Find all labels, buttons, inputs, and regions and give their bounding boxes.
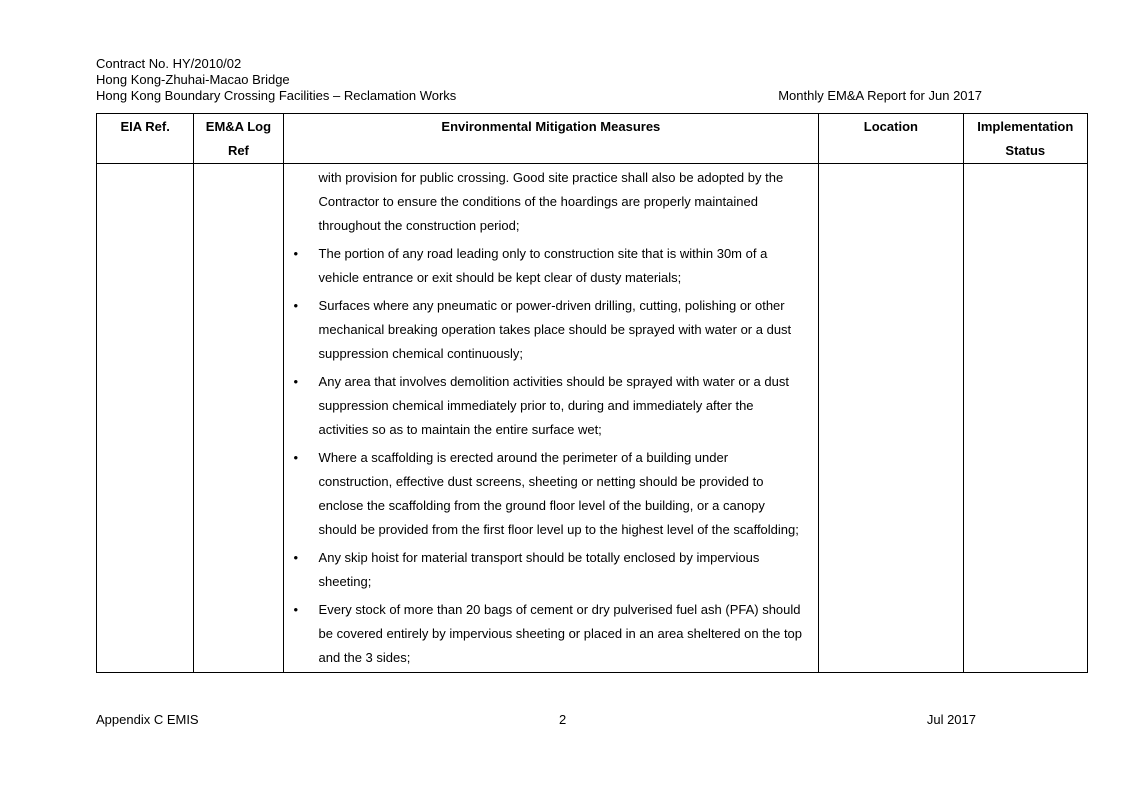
column-header-eia-ref: EIA Ref. [97,114,194,164]
bullet-icon: • [293,298,299,313]
report-title: Monthly EM&A Report for Jun 2017 [778,88,982,103]
measures-cell [283,164,819,673]
bullet-icon: • [293,550,299,565]
page-header [96,56,986,104]
list-item [284,446,805,542]
works-name: Hong Kong Boundary Crossing Facilities – Reclamation Works [96,88,457,103]
measure-text: Surfaces where any pneumatic or power-driven drilling, cutting, polishing or other mechanical breaking operation takes place should be sprayed with water or a dust suppression chemical continuously; [318,298,792,361]
column-header-location: Location [819,114,963,164]
measures-list [284,242,805,670]
eia-ref-cell [97,164,194,673]
location-cell [819,164,963,673]
list-item [284,598,805,670]
footer-appendix: Appendix C EMIS [96,712,199,727]
column-header-ema-log-ref: EM&A Log Ref [194,114,283,164]
ema-log-ref-cell [194,164,283,673]
list-item [284,294,805,366]
measure-text: Any area that involves demolition activities should be sprayed with water or a dust suppression chemical immediately prior to, during and immediately after the activities so as to maintain the entire surface wet; [318,374,789,437]
measure-continuation-text: with provision for public crossing. Good site practice shall also be adopted by the Contractor to ensure the conditions of the hoardings are properly maintained throughout the construction period; [318,170,784,233]
status-cell [963,164,1087,673]
table-header-row [97,114,1088,164]
measure-text: Any skip hoist for material transport should be totally enclosed by impervious sheeting; [318,550,760,589]
bullet-icon: • [293,602,299,617]
bullet-icon: • [293,374,299,389]
list-item [284,242,805,290]
measure-text: The portion of any road leading only to construction site that is within 30m of a vehicle entrance or exit should be kept clear of dusty materials; [318,246,768,285]
footer-date: Jul 2017 [926,712,976,727]
table-row [97,164,1088,673]
bullet-icon: • [293,246,299,261]
project-name: Hong Kong-Zhuhai-Macao Bridge [96,72,290,87]
column-header-measures: Environmental Mitigation Measures [283,114,819,164]
column-header-status: Implementation Status [963,114,1087,164]
page-number: 2 [559,712,567,727]
mitigation-measures-table [96,113,1088,673]
list-item [284,546,805,594]
measure-text: Where a scaffolding is erected around the perimeter of a building under construction, effective dust screens, sheeting or netting should be provided to enclose the scaffolding from the ground floor level of the building, or a canopy should be provided from the first floor level up to the highest level of the scaffolding; [318,450,799,537]
contract-number: Contract No. HY/2010/02 [96,56,242,71]
measure-text: Every stock of more than 20 bags of cement or dry pulverised fuel ash (PFA) should be covered entirely by impervious sheeting or placed in an area sheltered on the top and the 3 sides; [318,602,803,665]
list-item [284,370,805,442]
bullet-icon: • [293,450,299,465]
